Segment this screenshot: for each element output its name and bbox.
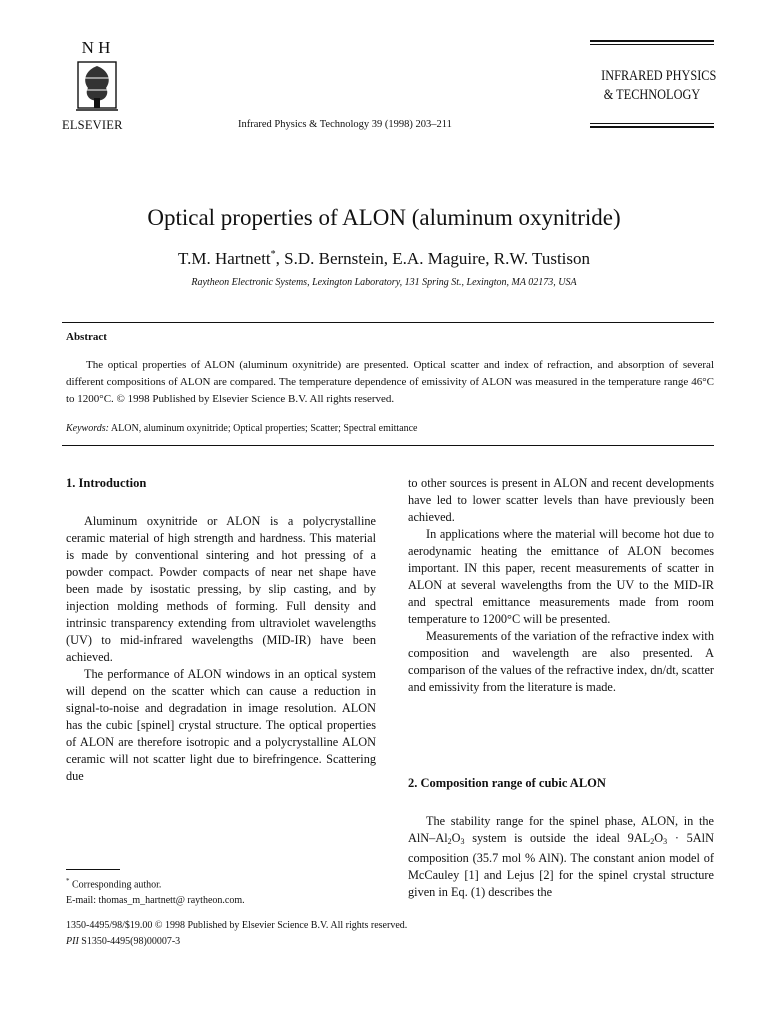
footnote-line-1: Corresponding author.	[72, 879, 162, 891]
other-authors: , S.D. Bernstein, E.A. Maguire, R.W. Tustison	[275, 249, 591, 268]
intro-paragraph-1: Aluminum oxynitride or ALON is a polycrystalline ceramic material of high strength and hardness. This material is made by conventional sintering and hot pressing of a powder compact. Powder compacts of near net shape have been made by isostatic pressing, by slip casting, and by injection molding methods of forming. Full density and intrinsic transparency extending from ultraviolet wavelengths (UV) to mid-infrared wavelengths (MID-IR) have been achieved.	[66, 514, 376, 664]
logo-letters: N H	[81, 38, 111, 57]
corresponding-mark: *	[270, 249, 276, 260]
keywords-label: Keywords:	[66, 423, 109, 434]
divider-bottom	[62, 445, 714, 446]
author-list	[0, 249, 768, 269]
composition-paragraph-1: The stability range for the spinel phase, ALON, in the AlN–$Al_2O_3$ system is outside the ideal $9AL_2O_3 \cdot 5AlN$ composition (35.7 mol % AlN). The constant anion model of McCauley [1] and Lejus [2] for the spinel crystal structure given in Eq. (1) describes the	[408, 814, 714, 899]
footnote-email: E-mail: thomas_m_hartnett@ raytheon.com.	[66, 895, 245, 907]
intro-paragraph-4: In applications where the material will become hot due to aerodynamic heating the emittance of ALON becomes important. IN this paper, recent measurements of scatter in ALON at several wavelengths from the UV to the MID-IR and spectral emittance measurements made from room temperature to 1200°C will be presented.	[408, 527, 714, 626]
journal-citation: Infrared Physics & Technology 39 (1998) 203–211	[238, 119, 452, 130]
intro-paragraph-3: to other sources is present in ALON and recent developments have led to lower scatter levels than have previously been achieved.	[408, 476, 714, 524]
keywords	[66, 423, 418, 434]
intro-paragraph-5: Measurements of the variation of the refractive index with composition and wavelength are also presented. A comparison of the values of the refractive index, dn/dt, scatter and emissivity from the literature is made.	[408, 629, 714, 694]
journal-name-line1: INFRARED PHYSICS	[601, 68, 717, 84]
pii-label: PII	[66, 936, 79, 947]
journal-name-line2: & TECHNOLOGY	[603, 87, 701, 103]
intro-body	[66, 513, 376, 785]
copyright-line: 1350-4495/98/$19.00 © 1998 Published by Elsevier Science B.V. All rights reserved.	[66, 920, 408, 931]
intro-heading: 1. Introduction	[66, 476, 147, 490]
first-author: T.M. Hartnett	[177, 249, 271, 268]
composition-heading: 2. Composition range of cubic ALON	[408, 776, 606, 790]
article-title: Optical properties of ALON (aluminum oxynitride)	[147, 205, 621, 230]
publisher-name: ELSEVIER	[62, 118, 123, 132]
tree-emblem-icon	[72, 58, 122, 116]
right-column-body	[408, 475, 714, 696]
footnote-mark: *	[66, 877, 70, 885]
abstract-heading: Abstract	[66, 331, 107, 343]
footnote-rule	[66, 869, 120, 870]
affiliation: Raytheon Electronic Systems, Lexington Laboratory, 131 Spring St., Lexington, MA 02173, USA	[191, 277, 577, 288]
abstract-text: The optical properties of ALON (aluminum oxynitride) are presented. Optical scatter and index of refraction, and absorption of several different compositions of ALON are compared. The temperature dependence of emissivity of ALON was measured in the temperature range 46°C to 1200°C. © 1998 Published by Elsevier Science B.V. All rights reserved.	[66, 359, 714, 405]
composition-body	[408, 813, 714, 901]
intro-paragraph-2: The performance of ALON windows in an optical system will depend on the scatter which can cause a reduction in signal-to-noise and degradation in image resolution. ALON has the cubic [spinel] crystal structure. The optical properties of ALON are therefore isotropic and a polycrystalline ALON ceramic will not scatter light due to birefringence. Scattering due	[66, 667, 376, 783]
pii-line	[66, 936, 180, 947]
divider-top	[62, 322, 714, 323]
footnote	[66, 873, 245, 909]
keywords-list: ALON, aluminum oxynitride; Optical properties; Scatter; Spectral emittance	[110, 423, 418, 434]
pii-value: S1350-4495(98)00007-3	[78, 936, 181, 947]
publisher-logo	[66, 38, 126, 116]
journal-brand	[590, 40, 717, 128]
